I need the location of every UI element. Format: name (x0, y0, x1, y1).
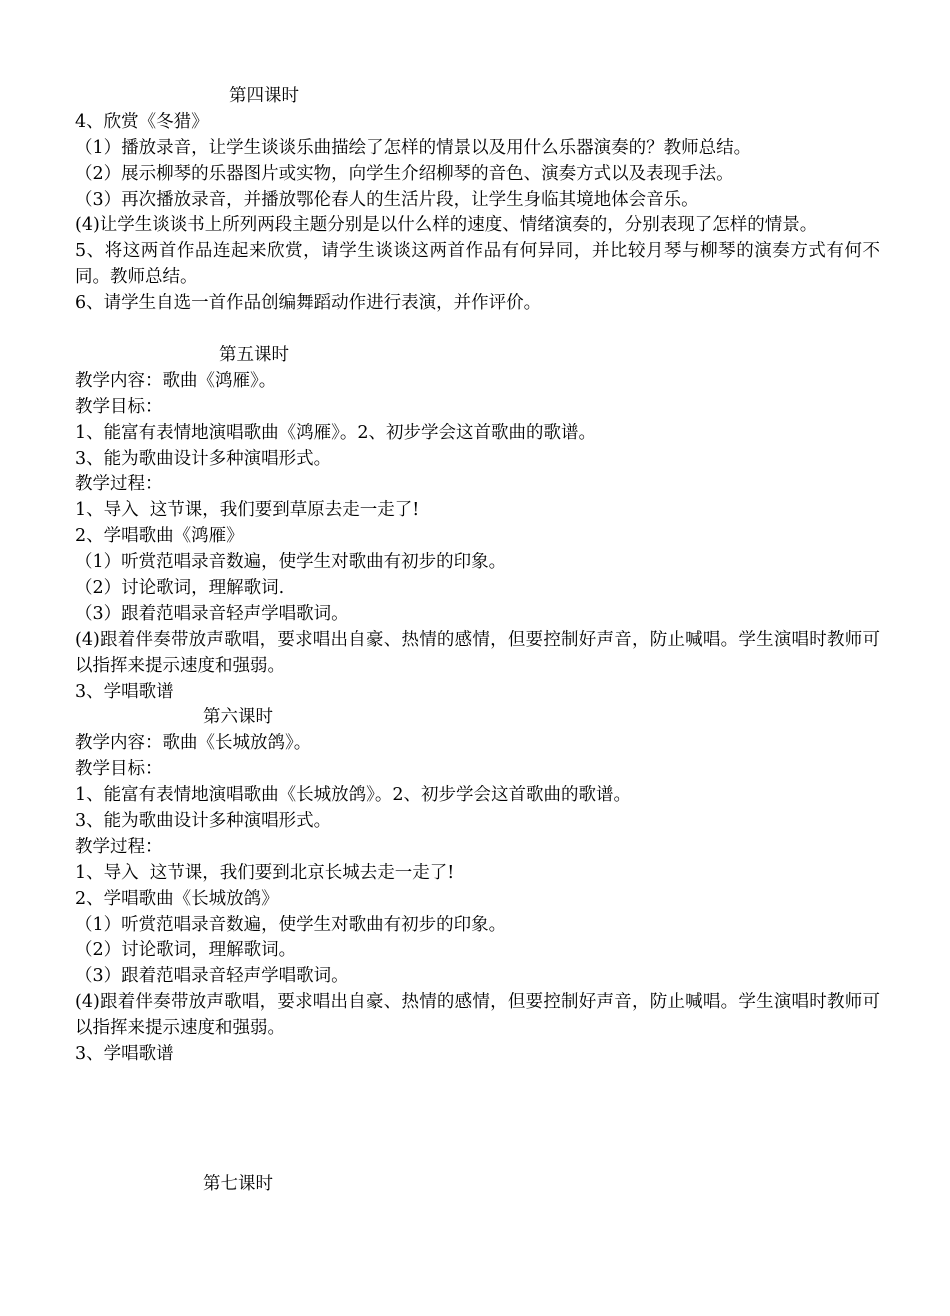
section-4-paragraph-1: (4)让学生谈谈书上所列两段主题分别是以什么样的速度、情绪演奏的，分别表现了怎样的情景。 (75, 215, 818, 236)
section-6-paragraph: (4)跟着伴奏带放声歌唱，要求唱出自豪、热情的感情，但要控制好声音，防止喊唱。学生演唱时教师可以指挥来提示速度和强弱。 (75, 992, 880, 1039)
section-5-line-8: （1）听赏范唱录音数遍，使学生对歌曲有初步的印象。 (75, 552, 507, 573)
section-6-line-last: 3、学唱歌谱 (75, 1044, 174, 1065)
section-6-line-3: 1、能富有表情地演唱歌曲《长城放鸽》。2、初步学会这首歌曲的歌谱。 (75, 785, 632, 806)
section-4-title: 第四课时 (229, 86, 299, 106)
section-6-line-8: （1）听赏范唱录音数遍，使学生对歌曲有初步的印象。 (75, 914, 507, 935)
section-5-line-5: 教学过程： (75, 474, 163, 495)
section-5-line-10: （3）跟着范唱录音轻声学唱歌词。 (75, 603, 349, 624)
section-4-line-last: 6、请学生自选一首作品创编舞蹈动作进行表演，并作评价。 (75, 293, 542, 314)
section-5-line-2: 教学目标： (75, 396, 163, 417)
section-4-line-3: （2）展示柳琴的乐器图片或实物，向学生介绍柳琴的音色、演奏方式以及表现手法。 (75, 163, 734, 184)
document-page (75, 84, 880, 1198)
section-5-line-1: 教学内容：歌曲《鸿雁》。 (75, 370, 277, 391)
section-5-line-6: 1、导入 这节课，我们要到草原去走一走了! (75, 500, 420, 521)
section-6-line-2: 教学目标： (75, 759, 163, 780)
section-6-line-7: 2、学唱歌曲《长城放鸽》 (75, 888, 279, 909)
section-6-title: 第六课时 (203, 707, 273, 728)
section-5-line-last: 3、学唱歌谱 (75, 681, 174, 702)
section-4-line-2: （1）播放录音，让学生谈谈乐曲描绘了怎样的情景以及用什么乐器演奏的？教师总结。 (75, 137, 752, 158)
section-6-line-9: （2）讨论歌词，理解歌词。 (75, 940, 297, 961)
section-7-title: 第七课时 (203, 1173, 273, 1194)
section-6-line-10: （3）跟着范唱录音轻声学唱歌词。 (75, 966, 349, 987)
section-4-line-4: （3）再次播放录音，并播放鄂伦春人的生活片段，让学生身临其境地体会音乐。 (75, 189, 699, 210)
section-6-line-1: 教学内容：歌曲《长城放鸽》。 (75, 733, 312, 754)
spacer (75, 1068, 880, 1172)
section-4-line-1: 4、欣赏《冬猎》 (75, 111, 209, 132)
section-5-paragraph: (4)跟着伴奏带放声歌唱，要求唱出自豪、热情的感情，但要控制好声音，防止喊唱。学生演唱时教师可以指挥来提示速度和强弱。 (75, 629, 880, 676)
section-5-line-9: （2）讨论歌词，理解歌词. (75, 577, 285, 598)
section-5-line-4: 3、能为歌曲设计多种演唱形式。 (75, 448, 332, 469)
section-6-line-4: 3、能为歌曲设计多种演唱形式。 (75, 811, 332, 832)
section-5-line-7: 2、学唱歌曲《鸿雁》 (75, 526, 244, 547)
spacer (75, 317, 880, 343)
section-6-line-5: 教学过程： (75, 836, 163, 857)
section-5-line-3: 1、能富有表情地演唱歌曲《鸿雁》。2、初步学会这首歌曲的歌谱。 (75, 422, 597, 443)
section-5-title: 第五课时 (219, 344, 289, 365)
section-4-paragraph-2: 5、将这两首作品连起来欣赏，请学生谈谈这两首作品有何异同，并比较月琴与柳琴的演奏方式有何不同。教师总结。 (75, 241, 880, 288)
section-6-line-6: 1、导入 这节课，我们要到北京长城去走一走了! (75, 862, 455, 883)
